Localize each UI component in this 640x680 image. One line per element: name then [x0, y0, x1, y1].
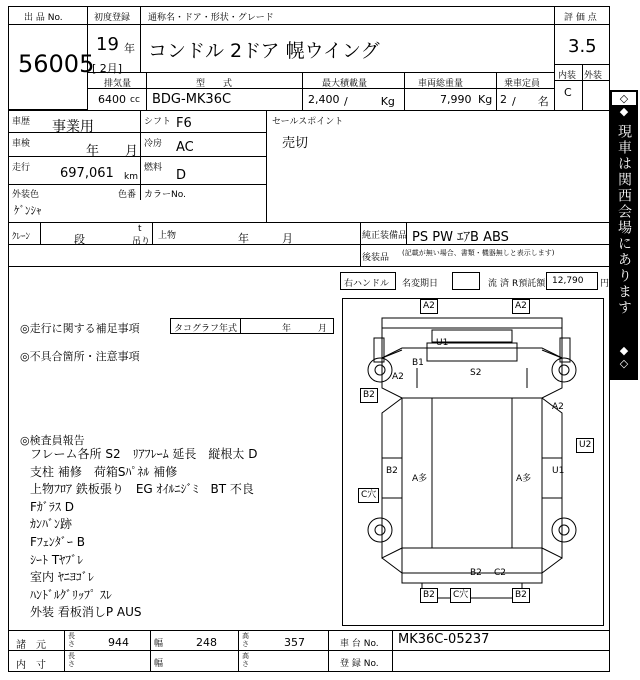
- inner-height-label: 高さ: [242, 652, 249, 668]
- lot-label: 出 品 No.: [24, 13, 63, 23]
- height-label: 高さ: [242, 632, 249, 648]
- divider: [266, 110, 267, 222]
- divider: [88, 24, 554, 25]
- sales-text: 売切: [282, 136, 309, 151]
- report-line: 室内 ﾔﾆﾖｺﾞﾚ: [30, 570, 94, 585]
- report-line: ｶﾝﾊﾞﾝ跡: [30, 517, 73, 532]
- crane-hang: 吊り: [132, 237, 151, 247]
- inner-width-label: 幅: [154, 659, 164, 669]
- banner-diamond: ◆: [619, 344, 629, 357]
- name-change-label: 名変期日: [402, 279, 439, 289]
- year-unit: 年: [124, 42, 135, 55]
- aftermarket-label: 後装品: [362, 253, 390, 263]
- divider: [150, 630, 151, 672]
- report-line: ｼｰﾄ Tﾔﾌﾞﾚ: [30, 552, 84, 567]
- cc-value: 6400: [98, 93, 126, 106]
- recycle-amount: 12,790: [552, 276, 584, 286]
- divider: [8, 650, 610, 651]
- diagram-mark: C2: [494, 568, 507, 578]
- diagram-mark: A2: [512, 299, 530, 314]
- divider: [8, 266, 610, 267]
- diagram-mark: A多: [516, 474, 532, 484]
- divider: [88, 88, 554, 89]
- genuine-value: PS PW ｴｱB ABS: [412, 230, 509, 245]
- diagram-mark: B2: [512, 588, 530, 603]
- first-reg-month: [ 2月]: [92, 62, 123, 75]
- yen-label: 円: [600, 279, 610, 289]
- model-label: 型 式: [196, 79, 233, 89]
- capacity-unit: / 名: [512, 95, 549, 108]
- recycle-label: R預託額: [512, 279, 546, 289]
- name-change-box: [452, 272, 480, 290]
- divider: [496, 72, 497, 110]
- report-line: フレーム各所 S2 ﾘｱﾌﾚｰﾑ 延長 縦根太 D: [30, 447, 258, 461]
- model-value: BDG-MK36C: [152, 92, 232, 107]
- lot-number: 56005: [18, 50, 95, 78]
- divider: [88, 72, 554, 73]
- upper-label: 上物: [158, 231, 177, 241]
- diagram-mark: C穴: [358, 488, 379, 503]
- divider: [404, 72, 405, 110]
- divider: [8, 110, 610, 111]
- mileage-label: 走行: [12, 163, 31, 173]
- divider: [8, 244, 360, 245]
- tachograph-date: 年 月: [282, 324, 328, 334]
- nagare-label: 流: [488, 279, 498, 289]
- divider: [8, 24, 88, 25]
- divider: [582, 64, 583, 110]
- divider: [64, 630, 65, 672]
- divider: [554, 24, 610, 25]
- divider: [392, 630, 393, 672]
- divider: [152, 222, 153, 244]
- ac-value: AC: [176, 140, 194, 155]
- diagram-mark: B2: [386, 466, 398, 476]
- crane-ton: t: [138, 224, 142, 234]
- load-label: 最大積載量: [322, 79, 368, 89]
- r-done-label: 済: [500, 279, 510, 289]
- divider: [146, 72, 147, 110]
- history-label: 車歴: [12, 117, 31, 127]
- report-line: ﾊﾝﾄﾞﾙｸﾞﾘｯﾌﾟ ｽﾚ: [30, 587, 112, 602]
- fuel-value: D: [176, 168, 187, 183]
- diagram-mark: A2: [420, 299, 438, 314]
- diagram-mark: A2: [392, 372, 404, 382]
- aftermarket-note: (記載が無い場合、書類・機器無しと表示します): [402, 249, 555, 257]
- chassis-label: 車 台 No.: [340, 639, 379, 649]
- banner-diamond: ◇: [619, 357, 629, 370]
- inner-length-label: 長さ: [68, 652, 75, 668]
- divider: [8, 132, 266, 133]
- divider: [360, 244, 610, 245]
- diagram-mark: U1: [552, 466, 565, 476]
- divider: [140, 24, 141, 72]
- diagram-mark: S2: [470, 368, 482, 378]
- divider: [8, 184, 266, 185]
- cc-label: 排気量: [104, 79, 132, 89]
- shift-value: F6: [176, 116, 192, 131]
- defect-notes-label: ◎不具合箇所・注意事項: [20, 350, 140, 363]
- inspector-report-label: ◎検査員報告: [20, 434, 85, 447]
- history-value: 事業用: [52, 119, 94, 135]
- divider: [40, 222, 41, 244]
- divider: [240, 318, 241, 334]
- report-line: Fｶﾞﾗｽ D: [30, 499, 74, 514]
- capacity-value: 2: [500, 93, 507, 106]
- inspector-report-lines: [30, 446, 257, 622]
- genuine-label: 純正装備品: [362, 231, 408, 241]
- length-label: 長さ: [68, 632, 75, 648]
- car-name-label: 通称名・ドア・形状・グレード: [148, 13, 274, 23]
- report-line: Fﾌｪﾝﾀﾞｰ B: [30, 534, 85, 549]
- chassis-value: MK36C-05237: [398, 632, 490, 647]
- dimensions-label: 諸 元: [16, 640, 46, 651]
- first-reg-year: 19: [96, 34, 119, 55]
- fuel-label: 燃料: [144, 163, 163, 173]
- exterior-color-label: 外装色: [12, 190, 40, 200]
- load-unit: / Kg: [344, 95, 395, 108]
- divider: [238, 630, 239, 672]
- gross-unit: Kg: [478, 93, 493, 106]
- banner-text: 現車は関西会場にあります: [616, 124, 632, 316]
- banner-diamonds-bottom: [612, 344, 636, 370]
- width-value: 248: [196, 636, 217, 649]
- inspection-label: 車検: [12, 139, 31, 149]
- divider: [406, 222, 407, 244]
- report-line: 上物ﾌﾛｱ 鉄板張り EG ｵｲﾙﾆｼﾞﾐ BT 不良: [30, 482, 254, 497]
- diagram-mark: C穴: [450, 588, 471, 603]
- diagram-mark: A多: [412, 474, 428, 484]
- divider: [8, 156, 266, 157]
- divider: [302, 72, 303, 110]
- banner-diamonds-top: [612, 92, 636, 118]
- diagram-mark: B2: [360, 388, 378, 403]
- tachograph-label: タコグラフ年式: [174, 324, 238, 334]
- divider: [554, 6, 555, 110]
- crane-label: ｸﾚｰﾝ: [12, 232, 31, 242]
- divider: [8, 630, 610, 631]
- exterior-label: 外装: [584, 71, 603, 81]
- height-value: 357: [284, 636, 305, 649]
- interior-label: 内装: [558, 71, 577, 81]
- inner-label: 内 寸: [16, 660, 46, 671]
- inspection-value: 年 月: [86, 144, 139, 159]
- length-value: 944: [108, 636, 129, 649]
- mileage-unit: km: [124, 172, 138, 182]
- diagram-mark: B1: [412, 358, 424, 368]
- mileage-value: 697,061: [60, 166, 114, 181]
- diagram-mark: B2: [420, 588, 438, 603]
- divider: [140, 6, 141, 24]
- interior-score: C: [564, 86, 572, 99]
- width-label: 幅: [154, 639, 164, 649]
- score-label: 評 価 点: [564, 13, 597, 23]
- ac-label: 冷房: [144, 139, 163, 149]
- color-no-label: 色番: [118, 190, 137, 200]
- gross-value: 7,990: [440, 93, 472, 106]
- score-value: 3.5: [568, 36, 597, 57]
- diagram-mark: U1: [436, 338, 449, 348]
- reg-label: 登 録 No.: [340, 659, 379, 669]
- exterior-color-value: ｹﾞﾝｼｬ: [14, 204, 42, 217]
- upper-date: 年 月: [238, 232, 293, 245]
- car-name: コンドル 2ドア 幌ウイング: [148, 40, 380, 62]
- color-no-label2: カラーNo.: [144, 190, 186, 200]
- divider: [554, 80, 610, 81]
- capacity-label: 乗車定員: [504, 79, 541, 89]
- diagram-mark: A2: [552, 402, 564, 412]
- report-line: 外装 看板消しP AUS: [30, 605, 142, 620]
- report-line: 支柱 補修 荷箱Sﾊﾟﾈﾙ 補修: [30, 464, 178, 479]
- driving-notes-label: ◎走行に関する補足事項: [20, 322, 140, 335]
- steering-value: 右ハンドル: [344, 279, 390, 289]
- gross-label: 車両総重量: [418, 79, 464, 89]
- sales-label: セールスポイント: [272, 117, 344, 127]
- cc-unit: cc: [130, 95, 140, 105]
- load-value: 2,400: [308, 93, 340, 106]
- divider: [266, 222, 610, 223]
- crane-stage: 段: [74, 233, 85, 246]
- divider: [328, 630, 329, 672]
- shift-label: シフト: [144, 117, 172, 127]
- banner-diamond: ◆: [619, 105, 629, 118]
- diagram-mark: U2: [576, 438, 594, 453]
- first-reg-label: 初度登録: [94, 13, 131, 23]
- banner-diamond: ◇: [612, 92, 636, 105]
- diagram-mark: B2: [470, 568, 482, 578]
- divider: [140, 110, 141, 200]
